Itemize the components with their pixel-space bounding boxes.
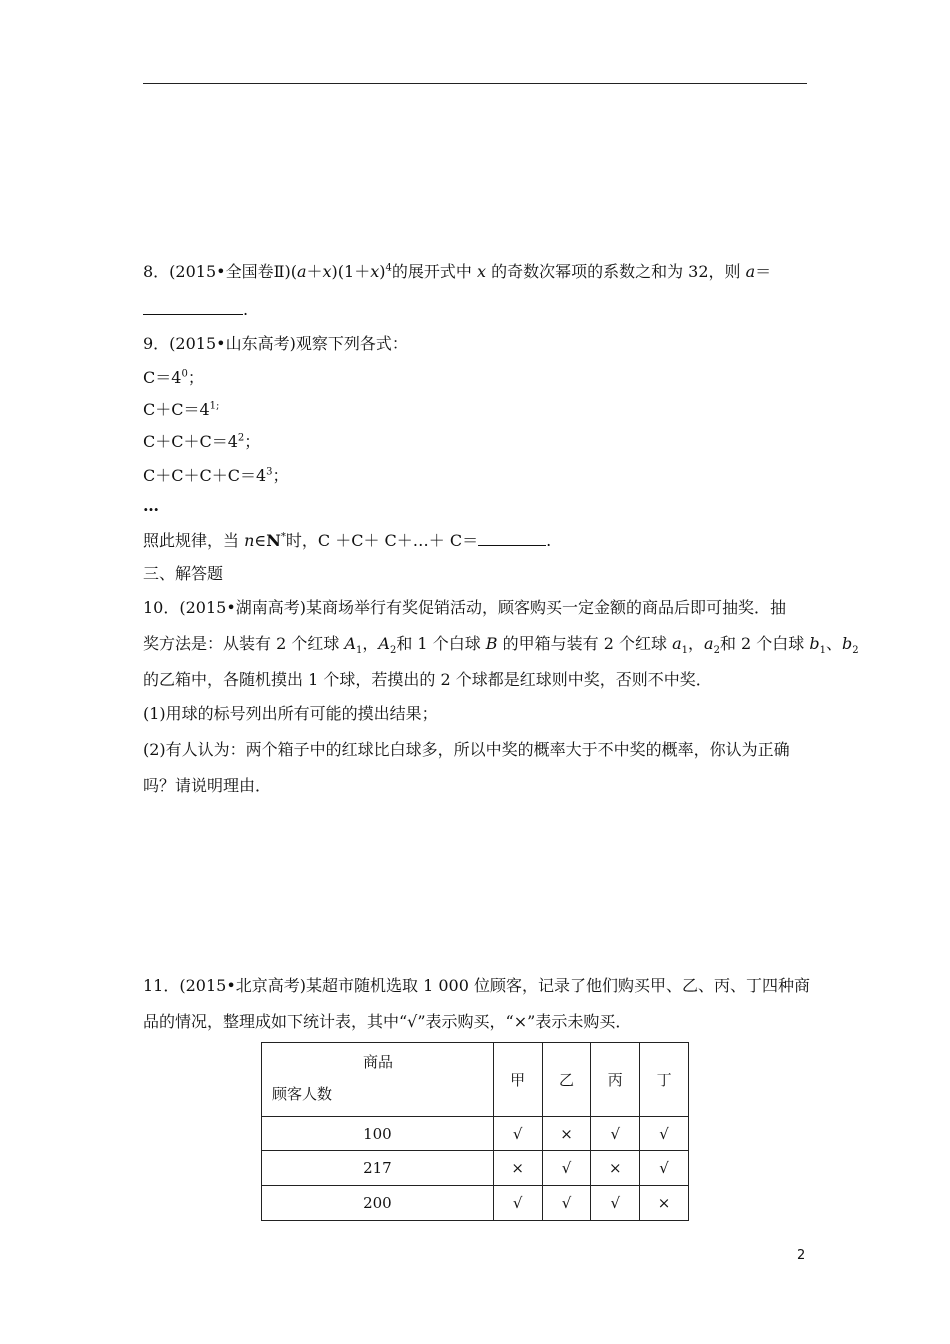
q9-rule-mid: 时，C ＋C＋ C＋…＋ C＝ xyxy=(285,531,479,550)
q10-l2d: 和 2 个白球 xyxy=(719,634,810,653)
table-header-row xyxy=(262,1043,689,1117)
q9-rule-prefix: 照此规律，当 xyxy=(143,531,245,550)
row-mark: √ xyxy=(493,1186,542,1221)
q9-eq-3-tail: ； xyxy=(244,432,261,451)
purchase-stats-table xyxy=(261,1042,689,1221)
section-heading: 三、解答题 xyxy=(143,564,224,583)
q8-exponent: 4 xyxy=(385,262,392,274)
q9-header: 9．(2015•山东高考)观察下列各式： xyxy=(143,334,408,353)
q10-var-b1: b xyxy=(809,634,820,653)
row-mark: √ xyxy=(640,1151,689,1186)
q9-eq-3-exp: 2 xyxy=(237,432,245,444)
column-header: 丁 xyxy=(640,1043,689,1117)
row-count: 200 xyxy=(262,1186,494,1221)
q10-var-b2: b xyxy=(842,634,853,653)
q8-end: . xyxy=(243,300,249,319)
q10-comma-2: ， xyxy=(688,634,705,653)
q10-sub-a2: 2 xyxy=(713,645,720,657)
q10-var-a2: a xyxy=(704,634,714,653)
q9-answer-blank[interactable] xyxy=(478,531,546,546)
q10-part2-line2: 吗？请说明理由． xyxy=(143,776,272,795)
q10-comma: ， xyxy=(362,634,379,653)
header-rule xyxy=(143,83,807,84)
q11-line1: 11．(2015•北京高考)某超市随机选取 1 000 位顾客，记录了他们购买甲、乙、丙、丁四种商 xyxy=(143,976,810,995)
q10-sub-a1: 1 xyxy=(681,645,689,657)
q9-star: * xyxy=(280,531,286,543)
header-products: 商品 xyxy=(362,1053,393,1071)
q9-eq-1-exp: 0 xyxy=(181,368,188,380)
q9-eq-3 xyxy=(143,432,260,452)
q10-part1: (1)用球的标号列出所有可能的摸出结果； xyxy=(143,704,438,723)
q9-rule xyxy=(143,531,551,551)
header-customers: 顾客人数 xyxy=(272,1085,333,1103)
q11-line2: 品的情况，整理成如下统计表，其中“√”表示购买，“×”表示未购买． xyxy=(143,1012,632,1031)
q9-ellipsis: … xyxy=(143,496,159,515)
q9-eq-1-tail: ； xyxy=(187,368,204,387)
row-mark: √ xyxy=(542,1186,591,1221)
table-row xyxy=(262,1117,689,1151)
q8-eq: ＝ xyxy=(755,262,772,281)
q9-var-n: n xyxy=(244,531,255,550)
row-mark: √ xyxy=(542,1151,591,1186)
q10-line2 xyxy=(143,634,859,657)
q9-rule-end: . xyxy=(546,531,552,550)
row-mark: √ xyxy=(591,1117,640,1151)
q9-eq-4-tail: ； xyxy=(272,466,289,485)
row-mark: × xyxy=(493,1151,542,1186)
q8-line1 xyxy=(143,262,771,282)
q8-var-x2: x xyxy=(370,262,380,281)
q10-l2c: 的甲箱与装有 2 个红球 xyxy=(497,634,673,653)
q10-sub-2: 2 xyxy=(389,645,397,657)
q9-eq-1-lhs: C＝4 xyxy=(143,368,182,387)
q9-eq-4-lhs: C＋C＋C＋C＝4 xyxy=(143,466,267,485)
q10-part2-line1: (2)有人认为：两个箱子中的红球比白球多，所以中奖的概率大于不中奖的概率，你认为正确 xyxy=(143,740,790,759)
q8-prefix: 8．(2015•全国卷Ⅱ)( xyxy=(143,262,297,281)
table-row xyxy=(262,1151,689,1186)
q10-l2b: 和 1 个白球 xyxy=(396,634,486,653)
column-header: 丙 xyxy=(591,1043,640,1117)
page-number: 2 xyxy=(797,1248,806,1263)
column-header: 甲 xyxy=(493,1043,542,1117)
q9-eq-2 xyxy=(143,400,219,420)
q10-sub-b1: 1 xyxy=(819,645,827,657)
table-row xyxy=(262,1186,689,1221)
row-mark: × xyxy=(591,1151,640,1186)
q8-var-a: a xyxy=(296,262,307,281)
row-count: 100 xyxy=(262,1117,494,1151)
q9-eq-4-exp: 3 xyxy=(266,466,273,478)
q10-var-B: B xyxy=(485,634,498,653)
q9-eq-3-lhs: C＋C＋C＝4 xyxy=(143,432,238,451)
q10-var-A1: A xyxy=(344,634,357,653)
q9-in: ∈ xyxy=(254,531,267,550)
q10-sub-b2: 2 xyxy=(852,645,859,657)
row-count: 217 xyxy=(262,1151,494,1186)
q8-answer-blank[interactable] xyxy=(143,300,243,315)
q9-eq-1 xyxy=(143,368,204,388)
q10-var-A2: A xyxy=(378,634,390,653)
row-mark: √ xyxy=(591,1186,640,1221)
q10-l2a: 奖方法是：从装有 2 个红球 xyxy=(143,634,345,653)
q10-line1: 10．(2015•湖南高考)某商场举行有奖促销活动，顾客购买一定金额的商品后即可抽奖．抽 xyxy=(143,598,787,617)
q9-eq-2-exp: 1; xyxy=(209,400,220,412)
q8-mid: )(1＋ xyxy=(331,262,371,281)
q10-sep: 、 xyxy=(826,634,843,653)
q8-var-x: x xyxy=(322,262,332,281)
row-mark: √ xyxy=(640,1117,689,1151)
q8-var-x3: x xyxy=(476,262,486,281)
q9-eq-4 xyxy=(143,466,289,486)
q8-var-a2: a xyxy=(745,262,756,281)
table-diagonal-header xyxy=(262,1043,494,1117)
row-mark: × xyxy=(640,1186,689,1221)
q8-plus: ＋ xyxy=(306,262,323,281)
q8-line2 xyxy=(143,300,248,320)
q9-natural-set: N xyxy=(266,531,281,550)
q10-var-a1: a xyxy=(672,634,682,653)
column-header: 乙 xyxy=(542,1043,591,1117)
q8-close: ) xyxy=(379,262,386,281)
q8-tail: 的展开式中 xyxy=(391,262,477,281)
row-mark: × xyxy=(542,1117,591,1151)
q10-line3: 的乙箱中，各随机摸出 1 个球，若摸出的 2 个球都是红球则中奖，否则不中奖． xyxy=(143,670,712,689)
row-mark: √ xyxy=(493,1117,542,1151)
q10-sub-1: 1 xyxy=(356,645,363,657)
q9-eq-2-lhs: C＋C＝4 xyxy=(143,400,210,419)
q8-tail2: 的奇数次幂项的系数之和为 32，则 xyxy=(486,262,746,281)
